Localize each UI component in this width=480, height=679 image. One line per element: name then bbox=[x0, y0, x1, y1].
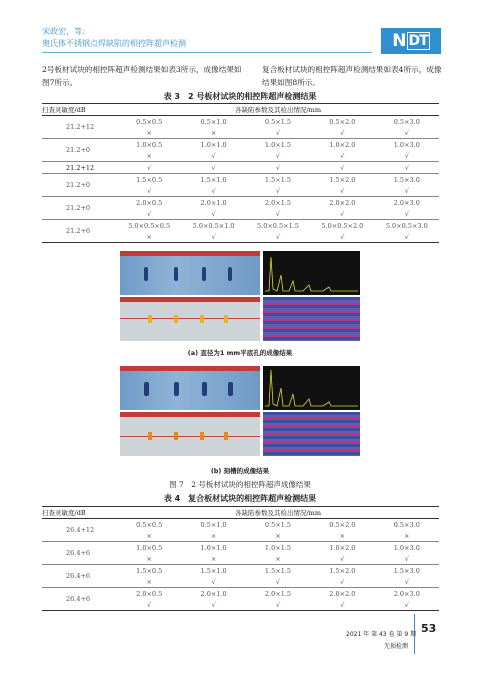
detected-mark: √ bbox=[246, 576, 310, 588]
gain-cell: 21.2+12 bbox=[42, 162, 117, 174]
defect-size-cell: 1.5×2.0 bbox=[329, 175, 356, 184]
detected-mark: √ bbox=[310, 162, 374, 174]
defect-size-cell: 2.0×1.0 bbox=[200, 589, 227, 598]
table4 bbox=[42, 506, 439, 611]
defect-size-cell: 0.5×2.0 bbox=[329, 117, 356, 126]
defect-size-cell: 5.0×0.5×1.0 bbox=[192, 221, 235, 230]
defect-size-cell: 2.0×0.5 bbox=[136, 198, 163, 207]
not-detected-mark: × bbox=[181, 553, 245, 565]
detected-mark: √ bbox=[246, 185, 310, 197]
not-detected-mark: × bbox=[181, 127, 245, 139]
gain-cell: 21.2+0 bbox=[42, 174, 117, 197]
detected-mark: √ bbox=[375, 231, 439, 243]
table-row-values bbox=[42, 542, 439, 554]
table-row-values bbox=[42, 116, 439, 128]
table-row-marks bbox=[42, 162, 439, 174]
detected-mark: √ bbox=[246, 208, 310, 220]
detected-mark: √ bbox=[375, 162, 439, 174]
defect-size-cell: 1.5×0.5 bbox=[136, 566, 163, 575]
defect-size-cell: 5.0×0.5×2.0 bbox=[321, 221, 364, 230]
defect-size-cell: 1.0×0.5 bbox=[136, 140, 163, 149]
ascan-panel-a bbox=[263, 251, 360, 295]
defect-size-cell: 1.5×0.5 bbox=[136, 175, 163, 184]
defect-size-cell: 1.0×1.5 bbox=[264, 140, 292, 149]
defect-size-cell: 2.0×3.0 bbox=[393, 589, 420, 598]
table-row-values bbox=[42, 139, 439, 151]
defect-size-cell: 1.5×1.0 bbox=[200, 175, 227, 184]
running-head-title: 奥氏体不锈钢点焊缺陷的相控阵超声检测 bbox=[42, 39, 186, 48]
figure7-caption: 图 7 2 号板材试块的相控阵超声成像结果 bbox=[169, 480, 311, 489]
table-row-values bbox=[42, 519, 439, 531]
defect-size-cell: 1.5×3.0 bbox=[393, 566, 420, 575]
not-detected-mark: × bbox=[117, 576, 181, 588]
detected-mark: √ bbox=[246, 231, 310, 243]
detected-mark: √ bbox=[246, 162, 310, 174]
not-detected-mark: × bbox=[117, 127, 181, 139]
detected-mark: √ bbox=[181, 162, 245, 174]
detected-mark: √ bbox=[310, 150, 374, 162]
detected-mark: √ bbox=[375, 553, 439, 565]
table-row-values bbox=[42, 588, 439, 600]
defect-size-cell: 1.0×1.0 bbox=[200, 140, 227, 149]
defect-size-cell: 2.0×3.0 bbox=[393, 198, 420, 207]
table-row-values bbox=[42, 197, 439, 209]
table3-header-defects: 各缺陷参数及其检出情况/mm bbox=[117, 104, 439, 116]
detected-mark: √ bbox=[310, 553, 374, 565]
page-number: 53 bbox=[421, 622, 437, 635]
defect-size-cell: 0.5×1.5 bbox=[264, 520, 292, 529]
defect-size-cell: 2.0×1.5 bbox=[264, 589, 292, 598]
table3-header-gain: 扫查灵敏度/dB bbox=[42, 104, 117, 116]
detected-mark: √ bbox=[375, 599, 439, 611]
defect-size-cell: 1.0×2.0 bbox=[329, 543, 356, 552]
figure7-sub-a: (a) 直径为1 mm平底孔的成像结果 bbox=[187, 349, 293, 357]
gain-cell: 21.2+0 bbox=[42, 197, 117, 220]
defect-size-cell: 1.0×1.0 bbox=[200, 543, 227, 552]
not-detected-mark: × bbox=[117, 553, 181, 565]
defect-size-cell: 1.5×2.0 bbox=[329, 566, 356, 575]
gain-cell: 21.2+12 bbox=[42, 116, 117, 139]
detected-mark: √ bbox=[181, 599, 245, 611]
defect-size-cell: 0.5×1.0 bbox=[200, 520, 227, 529]
not-detected-mark: × bbox=[117, 530, 181, 542]
defect-size-cell: 2.0×1.5 bbox=[264, 198, 292, 207]
defect-size-cell: 0.5×1.5 bbox=[264, 117, 292, 126]
sscan-panel-b bbox=[263, 412, 360, 456]
defect-size-cell: 1.5×1.0 bbox=[200, 566, 227, 575]
detected-mark: √ bbox=[181, 150, 245, 162]
gain-cell: 26.4+6 bbox=[42, 542, 117, 565]
not-detected-mark: × bbox=[117, 231, 181, 243]
not-detected-mark: × bbox=[246, 530, 310, 542]
gain-cell: 21.2+0 bbox=[42, 139, 117, 162]
defect-size-cell: 2.0×2.0 bbox=[329, 198, 356, 207]
defect-size-cell: 1.0×3.0 bbox=[393, 543, 420, 552]
defect-size-cell: 1.5×1.5 bbox=[264, 175, 292, 184]
detected-mark: √ bbox=[117, 162, 181, 174]
detected-mark: √ bbox=[181, 231, 245, 243]
detected-mark: √ bbox=[310, 208, 374, 220]
table4-caption: 表 4 复合板材试块的相控阵超声检测结果 bbox=[163, 494, 317, 503]
detected-mark: √ bbox=[375, 185, 439, 197]
defect-size-cell: 5.0×0.5×3.0 bbox=[385, 221, 428, 230]
defect-size-cell: 1.5×1.5 bbox=[264, 566, 292, 575]
paragraph-right: 复合板材试块的相控阵超声检测结果如表4所示，成像结果如图8所示。 bbox=[262, 65, 442, 87]
detected-mark: √ bbox=[310, 599, 374, 611]
not-detected-mark: × bbox=[181, 530, 245, 542]
not-detected-mark: × bbox=[310, 530, 374, 542]
defect-size-cell: 5.0×0.5×0.5 bbox=[128, 221, 171, 230]
table4-header-defects: 各缺陷参数及其检出情况/mm bbox=[117, 507, 439, 519]
table-row-values bbox=[42, 174, 439, 186]
defect-size-cell: 1.5×3.0 bbox=[393, 175, 420, 184]
ascan-panel-b bbox=[263, 366, 360, 410]
detected-mark: √ bbox=[310, 185, 374, 197]
detected-mark: √ bbox=[117, 185, 181, 197]
table4-header-gain: 扫查灵敏度/dB bbox=[42, 507, 117, 519]
figure7-a bbox=[120, 251, 360, 345]
table-row-values bbox=[42, 220, 439, 232]
gain-cell: 26.4+6 bbox=[42, 565, 117, 588]
detected-mark: √ bbox=[375, 208, 439, 220]
detected-mark: √ bbox=[375, 576, 439, 588]
detected-mark: √ bbox=[181, 185, 245, 197]
defect-size-cell: 2.0×1.0 bbox=[200, 198, 227, 207]
defect-size-cell: 0.5×0.5 bbox=[136, 117, 163, 126]
bscan-panel-b bbox=[120, 412, 260, 456]
not-detected-mark: × bbox=[375, 530, 439, 542]
gain-cell: 26.4+12 bbox=[42, 519, 117, 542]
sscan-panel-a bbox=[263, 297, 360, 341]
footer-journal: 无损检测 bbox=[384, 643, 409, 650]
defect-size-cell: 0.5×0.5 bbox=[136, 520, 163, 529]
defect-size-cell: 0.5×2.0 bbox=[329, 520, 356, 529]
detected-mark: √ bbox=[310, 231, 374, 243]
footer-issue: 2021 年 第 43 卷 第 9 期 bbox=[346, 631, 417, 638]
defect-size-cell: 0.5×3.0 bbox=[393, 520, 420, 529]
defect-size-cell: 1.0×1.5 bbox=[264, 543, 292, 552]
detected-mark: √ bbox=[246, 599, 310, 611]
gain-cell: 21.2+6 bbox=[42, 220, 117, 243]
figure7-sub-b: (b) 刻槽的成像结果 bbox=[210, 467, 270, 475]
detected-mark: √ bbox=[310, 127, 374, 139]
cscan-panel-a bbox=[120, 251, 260, 295]
table3 bbox=[42, 103, 439, 243]
detected-mark: √ bbox=[375, 150, 439, 162]
detected-mark: √ bbox=[310, 576, 374, 588]
detected-mark: √ bbox=[246, 150, 310, 162]
defect-size-cell: 1.0×0.5 bbox=[136, 543, 163, 552]
defect-size-cell: 2.0×0.5 bbox=[136, 589, 163, 598]
not-detected-mark: × bbox=[117, 150, 181, 162]
figure7-b bbox=[120, 366, 360, 460]
detected-mark: √ bbox=[246, 127, 310, 139]
defect-size-cell: 1.0×2.0 bbox=[329, 140, 356, 149]
not-detected-mark: × bbox=[246, 553, 310, 565]
journal-logo: N DT bbox=[381, 28, 441, 54]
defect-size-cell: 0.5×3.0 bbox=[393, 117, 420, 126]
table-row-values bbox=[42, 565, 439, 577]
cscan-panel-b bbox=[120, 366, 260, 410]
detected-mark: √ bbox=[181, 208, 245, 220]
defect-size-cell: 5.0×0.5×1.5 bbox=[257, 221, 299, 230]
detected-mark: √ bbox=[181, 576, 245, 588]
defect-size-cell: 0.5×1.0 bbox=[200, 117, 227, 126]
gain-cell: 26.4+6 bbox=[42, 588, 117, 611]
defect-size-cell: 1.0×3.0 bbox=[393, 140, 420, 149]
bscan-panel-a bbox=[120, 297, 260, 341]
detected-mark: √ bbox=[117, 599, 181, 611]
running-head-authors: 宋政宏，等： bbox=[42, 27, 90, 36]
table3-caption: 表 3 2 号板材试块的相控阵超声检测结果 bbox=[163, 92, 317, 101]
detected-mark: √ bbox=[117, 208, 181, 220]
defect-size-cell: 2.0×2.0 bbox=[329, 589, 356, 598]
header-rule bbox=[42, 52, 372, 53]
paragraph-left: 2号板材试块的相控阵超声检测结果如表3所示，成像结果如图7所示。 bbox=[42, 65, 242, 87]
detected-mark: √ bbox=[375, 127, 439, 139]
